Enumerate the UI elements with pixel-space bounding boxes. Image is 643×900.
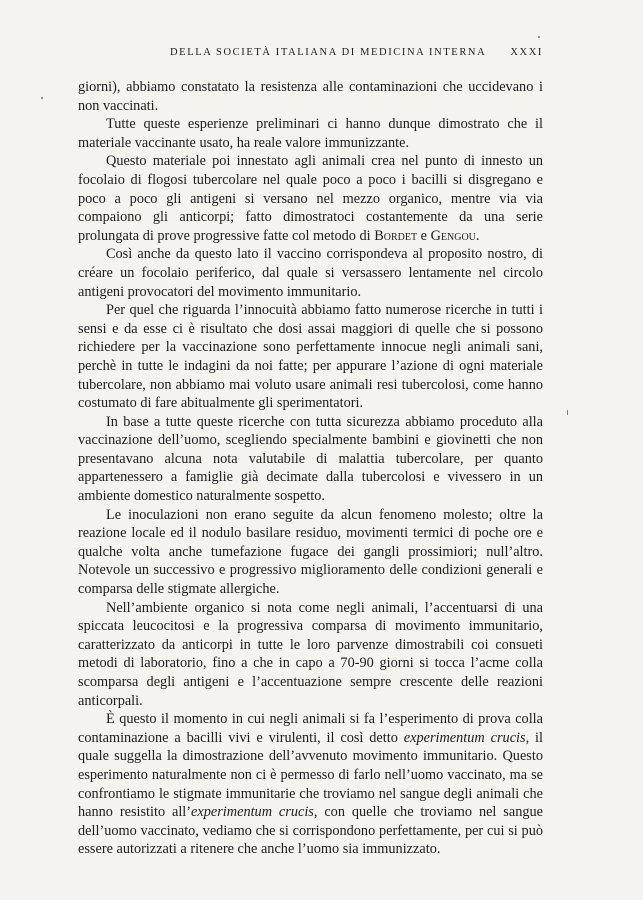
text-run: giorni), abbiamo constatato la resistenza alle contaminazioni che uccidevano i non vaccinati. [78, 79, 543, 114]
text-run: Così anche da questo lato il vaccino corrispondeva al proposito nostro, di créare un focolaio periferico, dal quale si versassero lentamente nel circolo antigeni provocatori del movimento immunitario. [78, 246, 543, 300]
paragraph [78, 301, 543, 413]
running-title: DELLA SOCIETÀ ITALIANA DI MEDICINA INTERNA [170, 47, 487, 58]
scan-speck [538, 36, 540, 38]
paragraph [78, 599, 543, 711]
latin-term: experimentum crucis [191, 804, 314, 821]
text-run: Le inoculazioni non erano seguite da alcun fenomeno molesto; oltre la reazione locale ed il nodulo basilare residuo, movimenti termici di poche ore e qualche volta anche tumefazione fugace dei gangli prossimiori; null’altro. Notevole un successivo e progressivo miglioramento delle condizioni generali e comparsa delle stigmate allergiche. [78, 506, 543, 598]
text-run: Questo materiale poi innestato agli animali crea nel punto di innesto un focolaio di flogosi tubercolare nel quale poco a poco i bacilli si disgregano e poco a poco gli antigeni si versano nel mezzo organico, mentre via via compaiono gli anticorpi; fatto dimostratoci costantemente da una serie prolungata di prove progressive fatte col metodo di [78, 153, 543, 244]
author-name: Gengou [430, 227, 476, 244]
page-number: XXXI [510, 47, 543, 58]
text-run: Per quel che riguarda l’innocuità abbiamo fatto numerose ricerche in tutti i sensi e da esse ci è risultato che dosi assai maggiori di quelle che si possono richiedere per la vaccinazione sono perfettamente innocue negli animali sani, perchè in tutte le indagini da noi fatte; per appurare l’azione di ogni materiale tubercolare, non abbiamo mai voluto usare animali resi tubercolosi, come hanno costumato di fare abitualmente gli sperimentatori. [78, 302, 543, 412]
text-run: e [417, 227, 431, 244]
scan-speck [41, 97, 43, 99]
paragraph [78, 152, 543, 245]
text-run: Nell’ambiente organico si nota come negli animali, l’accentuarsi di una spiccata leucocitosi e la progressiva comparsa di movimento immunitario, caratterizzato da anticorpi in tutte le loro parvenze dimostrabili coi consueti metodi di laboratorio, fino a che in capo a 70-90 giorni si tocca l’acme colla scomparsa degli antigeni e l’accentuazione sempre crescente delle reazioni anticorpali. [78, 599, 543, 709]
paragraph [78, 413, 543, 506]
latin-term: experimentum crucis [403, 729, 526, 746]
paragraph [78, 115, 543, 152]
author-name: Bordet [374, 227, 418, 244]
text-run: , con quelle che troviamo nel sangue dell’uomo vaccinato, vediamo che si corrispondono perfettamente, per cui si può essere autorizzati a ritenere che anche l’uomo sia immunizzato. [78, 804, 543, 858]
text-run: , il quale suggella la dimostrazione dell’avvenuto movimento immunitario. Questo esperimento naturalmente non ci è permesso di farlo nell’uomo vaccinato, ma se confrontiamo le stigmate immunitarie che troviamo nel sangue degli animali che hanno resistito all’ [78, 729, 544, 821]
text-run: È questo il momento in cui negli animali si fa l’esperimento di prova colla contaminazione a bacilli vivi e virulenti, il così detto [78, 711, 543, 746]
text-run: In base a tutte queste ricerche con tutta sicurezza abbiamo proceduto alla vaccinazione dell’uomo, scegliendo specialmente bambini e giovinetti che non presentavano alcuna nota valutabile di malattia tubercolare, per quanto appartenessero a famiglie già decimate dalla tubercolosi e vivessero in un ambiente domestico naturalmente sospetto. [78, 413, 543, 505]
scan-speck [567, 410, 568, 415]
paragraph [78, 710, 543, 859]
paragraph [78, 245, 543, 301]
paragraph [78, 78, 543, 115]
body-text [78, 78, 543, 859]
paragraph [78, 506, 543, 599]
text-run: . [475, 227, 480, 244]
text-run: Tutte queste esperienze preliminari ci hanno dunque dimostrato che il materiale vaccinante usato, ha reale valore immunizzante. [78, 116, 543, 151]
